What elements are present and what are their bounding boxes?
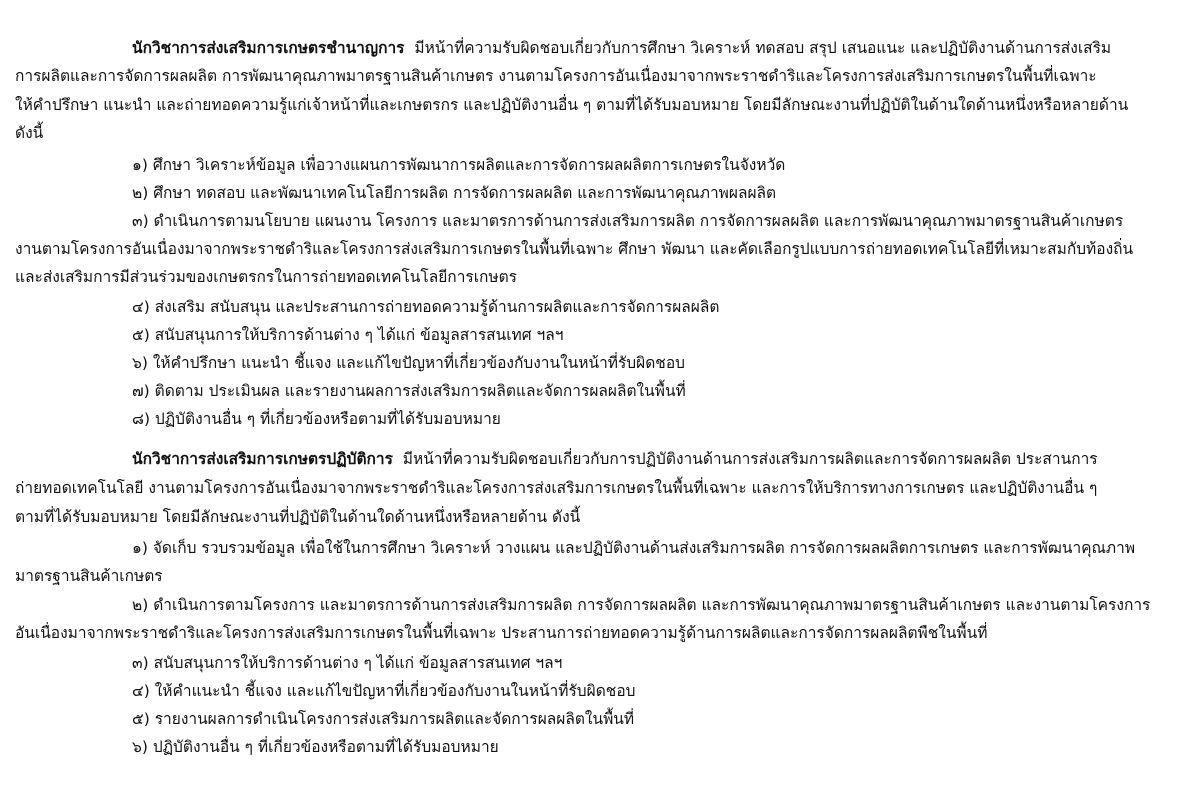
section1-list-item: ๒) ศึกษา ทดสอบ และพัฒนาเทคโนโลยีการผลิต การจัดการผลผลิต และการพัฒนาคุณภาพผลผลิต xyxy=(132,184,777,202)
section2-list-item: ๑) จัดเก็บ รวบรวมข้อมูล เพื่อใช้ในการศึกษา วิเคราะห์ วางแผน และปฏิบัติงานด้านส่งเสริมการผลิต การจัดการผลผลิตการเกษตร และการพัฒนาคุณภาพ xyxy=(132,539,1136,557)
section1-intro-text: มีหน้าที่ความรับผิดชอบเกี่ยวกับการศึกษา วิเคราะห์ ทดสอบ สรุป เสนอแนะ และปฏิบัติงานด้านการส่งเสริม xyxy=(414,39,1112,57)
section1-intro-line xyxy=(0,35,1179,61)
section2-body-line: ตามที่ได้รับมอบหมาย โดยมีลักษณะงานที่ปฏิบัติในด้านใดด้านหนึ่งหรือหลายด้าน ดังนี้ xyxy=(15,508,581,526)
section2-list-item-cont: อันเนื่องมาจากพระราชดำริและโครงการส่งเสริมการเกษตรในพื้นที่เฉพาะ ประสานการถ่ายทอดความรู้ด้านการผลิตและการจัดการผลผลิตพืชในพื้นที่ xyxy=(15,624,988,642)
section2-list-item: ๔) ให้คำแนะนำ ชี้แจง และแก้ไขปัญหาที่เกี่ยวข้องกับงานในหน้าที่รับผิดชอบ xyxy=(132,682,636,700)
section1-list-item: ๗) ติดตาม ประเมินผล และรายงานผลการส่งเสริมการผลิตและจัดการผลผลิตในพื้นที่ xyxy=(132,382,686,400)
section2-list-item: ๖) ปฏิบัติงานอื่น ๆ ที่เกี่ยวข้องหรือตามที่ได้รับมอบหมาย xyxy=(132,738,499,756)
section2-intro-line xyxy=(0,446,1179,472)
section2-intro-text: มีหน้าที่ความรับผิดชอบเกี่ยวกับการปฏิบัติงานด้านการส่งเสริมการผลิตและการจัดการผลผลิต ประสานการ xyxy=(402,450,1098,468)
section1-list-item: ๓) ดำเนินการตามนโยบาย แผนงาน โครงการ และมาตรการด้านการส่งเสริมการผลิต การจัดการผลผลิต และการพัฒนาคุณภาพมาตรฐานสินค้าเกษตร xyxy=(132,212,1124,230)
section1-list-item-cont: งานตามโครงการอันเนื่องมาจากพระราชดำริและโครงการส่งเสริมการเกษตรในพื้นที่เฉพาะ ศึกษา พัฒนา และคัดเลือกรูปแบบการถ่ายทอดเทคโนโลยีที่เหมาะสมกับท้องถิ่น xyxy=(15,240,1134,258)
section1-body-line: ให้คำปรึกษา แนะนำ และถ่ายทอดความรู้แก่เจ้าหน้าที่และเกษตรกร และปฏิบัติงานอื่น ๆ ตามที่ได้รับมอบหมาย โดยมีลักษณะงานที่ปฏิบัติในด้านใดด้านหนึ่งหรือหลายด้าน xyxy=(15,96,1129,114)
section1-title: นักวิชาการส่งเสริมการเกษตรชำนาญการ xyxy=(132,39,405,57)
section1-body-line: การผลิตและการจัดการผลผลิต การพัฒนาคุณภาพมาตรฐานสินค้าเกษตร งานตามโครงการอันเนื่องมาจากพระราชดำริและโครงการส่งเสริมการเกษตรในพื้นที่เฉพาะ xyxy=(15,67,1097,85)
section1-list-item: ๔) ส่งเสริม สนับสนุน และประสานการถ่ายทอดความรู้ด้านการผลิตและการจัดการผลผลิต xyxy=(132,298,720,316)
section2-list-item: ๓) สนับสนุนการให้บริการด้านต่าง ๆ ได้แก่ ข้อมูลสารสนเทศ ฯลฯ xyxy=(132,654,563,672)
section1-body-line: ดังนี้ xyxy=(15,124,44,142)
section1-list-item: ๕) สนับสนุนการให้บริการด้านต่าง ๆ ได้แก่ ข้อมูลสารสนเทศ ฯลฯ xyxy=(132,326,564,344)
section2-list-item-cont: มาตรฐานสินค้าเกษตร xyxy=(15,567,163,585)
section2-body-line: ถ่ายทอดเทคโนโลยี งานตามโครงการอันเนื่องมาจากพระราชดำริและโครงการส่งเสริมการเกษตรในพื้นที่เฉพาะ และการให้บริการทางการเกษตร และปฏิบัติงานอื่น ๆ xyxy=(15,479,1098,497)
section2-title: นักวิชาการส่งเสริมการเกษตรปฏิบัติการ xyxy=(132,450,393,468)
section1-list-item-cont: และส่งเสริมการมีส่วนร่วมของเกษตรกรในการถ่ายทอดเทคโนโลยีการเกษตร xyxy=(15,268,518,286)
section1-list-item: ๑) ศึกษา วิเคราะห์ข้อมูล เพื่อวางแผนการพัฒนาการผลิตและการจัดการผลผลิตการเกษตรในจังหวัด xyxy=(132,156,786,174)
section1-list-item: ๖) ให้คำปรึกษา แนะนำ ชี้แจง และแก้ไขปัญหาที่เกี่ยวข้องกับงานในหน้าที่รับผิดชอบ xyxy=(132,354,685,372)
section2-list-item: ๒) ดำเนินการตามโครงการ และมาตรการด้านการส่งเสริมการผลิต การจัดการผลผลิต และการพัฒนาคุณภาพมาตรฐานสินค้าเกษตร และงานตามโครงการ xyxy=(132,596,1151,614)
section2-list-item: ๕) รายงานผลการดำเนินโครงการส่งเสริมการผลิตและจัดการผลผลิตในพื้นที่ xyxy=(132,710,635,728)
section1-list-item: ๘) ปฏิบัติงานอื่น ๆ ที่เกี่ยวข้องหรือตามที่ได้รับมอบหมาย xyxy=(132,410,501,428)
